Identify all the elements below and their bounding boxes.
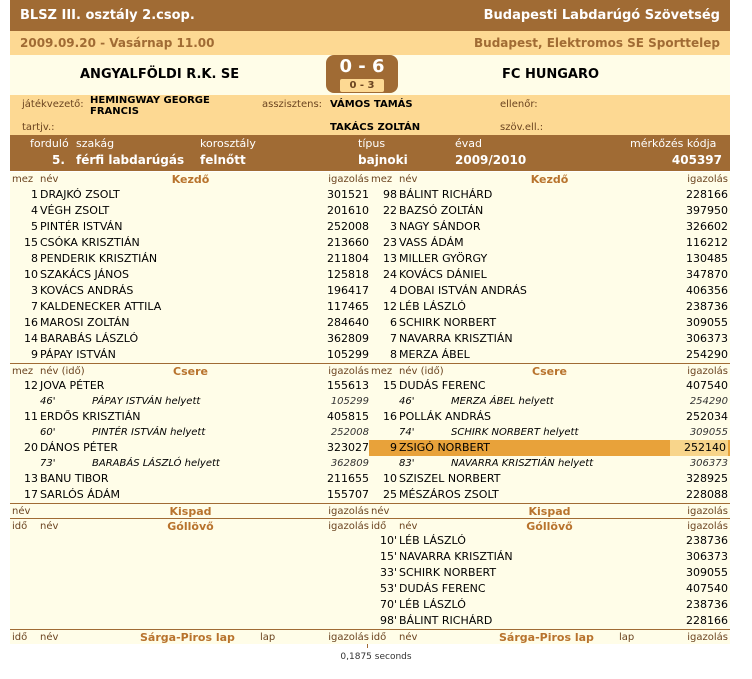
license-id: 155707	[327, 488, 369, 501]
col-nev: név	[399, 521, 418, 532]
col-nev: név	[12, 506, 31, 517]
section-header	[10, 629, 371, 644]
col-mez: mez	[12, 174, 34, 185]
player-row	[369, 471, 730, 487]
goal-row	[369, 597, 730, 613]
shirt-number: 16	[383, 410, 397, 423]
col-igazolas: igazolás	[687, 174, 728, 185]
shirt-number: 22	[383, 204, 397, 217]
license-id: 362809	[327, 332, 369, 345]
away-team: FC HUNGARO	[502, 67, 600, 82]
replaced-license-id: 309055	[689, 427, 728, 438]
section-header	[10, 518, 371, 533]
col-ido: idő	[371, 632, 387, 643]
shirt-number: 17	[24, 488, 38, 501]
shirt-number: 9	[390, 441, 397, 454]
col-nev: név	[399, 174, 418, 185]
match-datetime: 2009.09.20 - Vasárnap 11.00	[20, 36, 215, 50]
goal-minute: 70'	[379, 598, 397, 611]
player-row	[10, 487, 371, 503]
player-row	[369, 267, 730, 283]
col-nev-ido: név (idő)	[399, 366, 444, 377]
code-value: 405397	[671, 153, 722, 167]
player-row	[10, 347, 371, 363]
col-nev: név	[399, 632, 418, 643]
shirt-number: 4	[31, 204, 38, 217]
section-title: Kezdő	[530, 173, 569, 186]
shirt-number: 1	[31, 188, 38, 201]
license-id: 323027	[327, 441, 369, 454]
player-name: BAZSÓ ZOLTÁN	[399, 204, 484, 217]
shirt-number: 10	[24, 268, 38, 281]
player-name: LÉB LÁSZLÓ	[399, 300, 466, 313]
section-title: Sárga-Piros lap	[140, 631, 235, 644]
render-time: 0,1875 seconds	[340, 652, 412, 662]
age-value: felnőtt	[200, 153, 246, 167]
replaced-player: SCHIRK NORBERT helyett	[451, 427, 579, 438]
section-title: Kezdő	[171, 173, 210, 186]
player-name: MAROSI ZOLTÁN	[40, 316, 130, 329]
halftime-score: 0 - 3	[340, 79, 384, 92]
license-id: 228088	[686, 488, 728, 501]
player-row	[10, 251, 371, 267]
section-title: Góllövő	[526, 520, 573, 533]
goal-scorer: SCHIRK NORBERT	[399, 566, 497, 579]
player-name: PINTÉR ISTVÁN	[40, 220, 123, 233]
col-nev: név	[40, 632, 59, 643]
home-team: ANGYALFÖLDI R.K. SE	[80, 67, 240, 82]
sub-minute: 73'	[40, 458, 56, 469]
player-name: SZISZEL NORBERT	[399, 472, 501, 485]
empty-row	[10, 533, 371, 549]
col-lap: lap	[619, 632, 635, 643]
col-igazolas: igazolás	[328, 632, 369, 643]
player-row	[369, 219, 730, 235]
shirt-number: 11	[24, 410, 38, 423]
replaced-player: BARABÁS LÁSZLÓ helyett	[92, 458, 220, 469]
section-title: Csere	[173, 365, 208, 378]
season-label: évad	[455, 137, 483, 150]
license-id: 211804	[327, 252, 369, 265]
player-row	[369, 487, 730, 503]
player-row	[369, 409, 730, 425]
code-label: mérkőzés kódja	[630, 137, 717, 150]
scorer-license-id: 309055	[686, 566, 728, 579]
player-row	[10, 409, 371, 425]
player-row	[369, 331, 730, 347]
player-name: ERDŐS KRISZTIÁN	[40, 410, 141, 423]
assistant2-name: TAKÁCS ZOLTÁN	[330, 122, 421, 133]
branch-label: szakág	[76, 137, 115, 150]
controller-label: ellenőr:	[500, 99, 538, 110]
player-row	[10, 471, 371, 487]
license-id: 196417	[327, 284, 369, 297]
age-label: korosztály	[200, 137, 256, 150]
col-igazolas: igazolás	[328, 506, 369, 517]
player-row	[369, 203, 730, 219]
player-row	[369, 235, 730, 251]
replaced-player: PINTÉR ISTVÁN helyett	[92, 427, 206, 438]
season-value: 2009/2010	[455, 153, 527, 167]
home-team-sheet	[10, 172, 371, 644]
round-label: forduló	[30, 137, 69, 150]
branch-value: férfi labdarúgás	[76, 153, 185, 167]
sub-minute: 60'	[40, 427, 56, 438]
player-row	[10, 267, 371, 283]
col-ido: idő	[12, 632, 28, 643]
goal-scorer: BÁLINT RICHÁRD	[399, 614, 493, 627]
section-title: Kispad	[169, 505, 212, 518]
shirt-number: 7	[390, 332, 397, 345]
player-row	[10, 378, 371, 394]
license-id: 347870	[686, 268, 728, 281]
player-name: BARABÁS LÁSZLÓ	[40, 332, 139, 345]
delegate-label: szöv.ell.:	[500, 122, 544, 133]
license-id: 254290	[686, 348, 728, 361]
type-label: típus	[358, 137, 386, 150]
shirt-number: 16	[24, 316, 38, 329]
match-info-labels	[10, 135, 730, 151]
license-id: 309055	[686, 316, 728, 329]
shirt-number: 15	[24, 236, 38, 249]
section-header	[369, 629, 730, 644]
player-name: PÁPAY ISTVÁN	[40, 348, 116, 361]
col-igazolas: igazolás	[687, 632, 728, 643]
section-title: Kispad	[528, 505, 571, 518]
player-name: SARLÓS ÁDÁM	[40, 488, 121, 501]
license-id: 117465	[327, 300, 369, 313]
player-name: DUDÁS FERENC	[399, 379, 486, 392]
player-name: KOVÁCS DÁNIEL	[399, 268, 487, 281]
license-id: 105299	[327, 348, 369, 361]
shirt-number: 9	[31, 348, 38, 361]
player-name: SCHIRK NORBERT	[399, 316, 497, 329]
substitution-detail	[10, 425, 371, 440]
substitution-detail	[369, 456, 730, 471]
replaced-license-id: 254290	[689, 396, 728, 407]
col-igazolas: igazolás	[328, 366, 369, 377]
empty-row	[10, 565, 371, 581]
col-igazolas: igazolás	[328, 521, 369, 532]
goal-scorer: LÉB LÁSZLÓ	[399, 598, 466, 611]
player-row	[10, 283, 371, 299]
scorer-license-id: 407540	[686, 582, 728, 595]
col-igazolas: igazolás	[687, 521, 728, 532]
sub-minute: 46'	[399, 396, 415, 407]
assistant-label: asszisztens:	[262, 99, 323, 110]
substitution-detail	[10, 394, 371, 409]
col-lap: lap	[260, 632, 276, 643]
empty-row	[10, 581, 371, 597]
player-name: JOVA PÉTER	[40, 379, 105, 392]
player-row	[369, 299, 730, 315]
player-row	[369, 378, 730, 394]
substitution-detail	[10, 456, 371, 471]
shirt-number: 98	[383, 188, 397, 201]
license-id: 407540	[686, 379, 728, 392]
assistant-name: VÁMOS TAMÁS	[330, 99, 413, 110]
license-id: 213660	[327, 236, 369, 249]
player-name: DÁNOS PÉTER	[40, 441, 119, 454]
shirt-number: 12	[24, 379, 38, 392]
license-id: 130485	[686, 252, 728, 265]
goal-row	[369, 533, 730, 549]
scorer-license-id: 238736	[686, 534, 728, 547]
goal-row	[369, 581, 730, 597]
section-header	[369, 518, 730, 533]
player-row	[369, 187, 730, 203]
replaced-license-id: 105299	[330, 396, 369, 407]
shirt-number: 25	[383, 488, 397, 501]
shirt-number: 13	[24, 472, 38, 485]
empty-row	[10, 613, 371, 629]
goal-minute: 98'	[379, 614, 397, 627]
license-id: 326602	[686, 220, 728, 233]
col-nev: név	[371, 506, 390, 517]
league-name: BLSZ III. osztály 2.csop.	[20, 8, 195, 23]
shirt-number: 24	[383, 268, 397, 281]
shirt-number: 7	[31, 300, 38, 313]
license-id: 228166	[686, 188, 728, 201]
player-name: PENDERIK KRISZTIÁN	[40, 252, 158, 265]
scorer-license-id: 238736	[686, 598, 728, 611]
away-team-sheet	[369, 172, 730, 644]
replaced-player: PÁPAY ISTVÁN helyett	[92, 396, 201, 407]
license-id: 116212	[686, 236, 728, 249]
shirt-number: 3	[390, 220, 397, 233]
col-nev-ido: név (idő)	[40, 366, 85, 377]
scorer-license-id: 306373	[686, 550, 728, 563]
substitution-detail	[369, 425, 730, 440]
player-name: DOBAI ISTVÁN ANDRÁS	[399, 284, 527, 297]
goal-row	[369, 549, 730, 565]
shirt-number: 13	[383, 252, 397, 265]
license-id: 155613	[327, 379, 369, 392]
shirt-number: 20	[24, 441, 38, 454]
col-igazolas: igazolás	[328, 174, 369, 185]
player-row	[10, 219, 371, 235]
section-title: Sárga-Piros lap	[499, 631, 594, 644]
federation-name: Budapesti Labdarúgó Szövetség	[483, 8, 720, 23]
license-id: 406356	[686, 284, 728, 297]
scoreboard	[326, 55, 398, 93]
col-nev: név	[40, 174, 59, 185]
sub-minute: 83'	[399, 458, 415, 469]
section-header	[369, 172, 730, 187]
license-id: 284640	[327, 316, 369, 329]
col-igazolas: igazolás	[687, 506, 728, 517]
goal-row	[369, 613, 730, 629]
section-header	[10, 172, 371, 187]
match-info-values	[10, 151, 730, 171]
shirt-number: 6	[390, 316, 397, 329]
col-mez: mez	[371, 366, 393, 377]
player-name: MILLER GYÖRGY	[399, 252, 488, 265]
goal-scorer: NAVARRA KRISZTIÁN	[399, 550, 513, 563]
officials-panel	[10, 95, 730, 135]
shirt-number: 15	[383, 379, 397, 392]
shirt-number: 3	[31, 284, 38, 297]
player-name: VÉGH ZSOLT	[40, 204, 110, 217]
section-header	[369, 363, 730, 378]
replaced-license-id: 306373	[689, 458, 728, 469]
goal-scorer: DUDÁS FERENC	[399, 582, 486, 595]
sub-minute: 74'	[399, 427, 415, 438]
player-name: SZAKÁCS JÁNOS	[40, 268, 129, 281]
player-name: MERZA ÁBEL	[399, 348, 470, 361]
round-value: 5.	[52, 153, 65, 167]
license-id: 252140	[670, 440, 728, 456]
shirt-number: 10	[383, 472, 397, 485]
replaced-license-id: 362809	[330, 458, 369, 469]
player-name: NAGY SÁNDOR	[399, 220, 481, 233]
final-score: 0 - 6	[339, 56, 385, 77]
license-id: 328925	[686, 472, 728, 485]
empty-row	[10, 597, 371, 613]
league-header	[10, 0, 730, 31]
goal-minute: 53'	[379, 582, 397, 595]
license-id: 301521	[327, 188, 369, 201]
license-id: 211655	[327, 472, 369, 485]
goal-minute: 10'	[379, 534, 397, 547]
player-name: MÉSZÁROS ZSOLT	[399, 488, 499, 501]
player-row	[369, 251, 730, 267]
player-row	[369, 440, 730, 456]
player-row	[10, 315, 371, 331]
substitution-detail	[369, 394, 730, 409]
license-id: 238736	[686, 300, 728, 313]
reserve-label: tartjv.:	[22, 122, 55, 133]
player-name: NAVARRA KRISZTIÁN	[399, 332, 513, 345]
referee-label: játékvezető:	[22, 99, 84, 110]
replaced-player: MERZA ÁBEL helyett	[451, 396, 554, 407]
match-venue: Budapest, Elektromos SE Sporttelep	[474, 36, 720, 50]
player-row	[10, 331, 371, 347]
col-nev: név	[40, 521, 59, 532]
section-title: Csere	[532, 365, 567, 378]
shirt-number: 12	[383, 300, 397, 313]
shirt-number: 23	[383, 236, 397, 249]
referee-name: HEMINGWAY GEORGE FRANCIS	[90, 95, 210, 117]
player-name: KALDENECKER ATTILA	[40, 300, 162, 313]
scorer-license-id: 228166	[686, 614, 728, 627]
player-row	[10, 235, 371, 251]
player-name: VASS ÁDÁM	[399, 236, 464, 249]
replaced-player: NAVARRA KRISZTIÁN helyett	[451, 458, 594, 469]
player-name: BÁLINT RICHÁRD	[399, 188, 493, 201]
type-value: bajnoki	[358, 153, 408, 167]
player-name: CSÓKA KRISZTIÁN	[40, 236, 140, 249]
sub-minute: 46'	[40, 396, 56, 407]
section-header	[10, 363, 371, 378]
license-id: 125818	[327, 268, 369, 281]
player-name: POLLÁK ANDRÁS	[399, 410, 491, 423]
match-summary	[10, 55, 730, 95]
license-id: 252034	[686, 410, 728, 423]
goal-scorer: LÉB LÁSZLÓ	[399, 534, 466, 547]
col-ido: idő	[371, 521, 387, 532]
replaced-license-id: 252008	[330, 427, 369, 438]
section-title: Góllövő	[167, 520, 214, 533]
player-row	[10, 299, 371, 315]
section-header	[369, 503, 730, 518]
player-row	[10, 440, 371, 456]
shirt-number: 5	[31, 220, 38, 233]
player-name: KOVÁCS ANDRÁS	[40, 284, 134, 297]
shirt-number: 8	[31, 252, 38, 265]
player-name: BANU TIBOR	[40, 472, 109, 485]
player-row	[369, 315, 730, 331]
shirt-number: 4	[390, 284, 397, 297]
goal-minute: 15'	[379, 550, 397, 563]
player-row	[369, 347, 730, 363]
empty-row	[10, 549, 371, 565]
date-bar	[10, 31, 730, 55]
player-row	[369, 283, 730, 299]
goal-minute: 33'	[379, 566, 397, 579]
col-ido: idő	[12, 521, 28, 532]
player-name: ZSIGÓ NORBERT	[399, 441, 491, 454]
goal-row	[369, 565, 730, 581]
col-mez: mez	[12, 366, 34, 377]
col-igazolas: igazolás	[687, 366, 728, 377]
license-id: 397950	[686, 204, 728, 217]
col-mez: mez	[371, 174, 393, 185]
player-row	[10, 203, 371, 219]
license-id: 405815	[327, 410, 369, 423]
shirt-number: 14	[24, 332, 38, 345]
shirt-number: 8	[390, 348, 397, 361]
license-id: 252008	[327, 220, 369, 233]
license-id: 201610	[327, 204, 369, 217]
license-id: 306373	[686, 332, 728, 345]
player-name: DRAJKÓ ZSOLT	[40, 188, 120, 201]
player-row	[10, 187, 371, 203]
section-header	[10, 503, 371, 518]
